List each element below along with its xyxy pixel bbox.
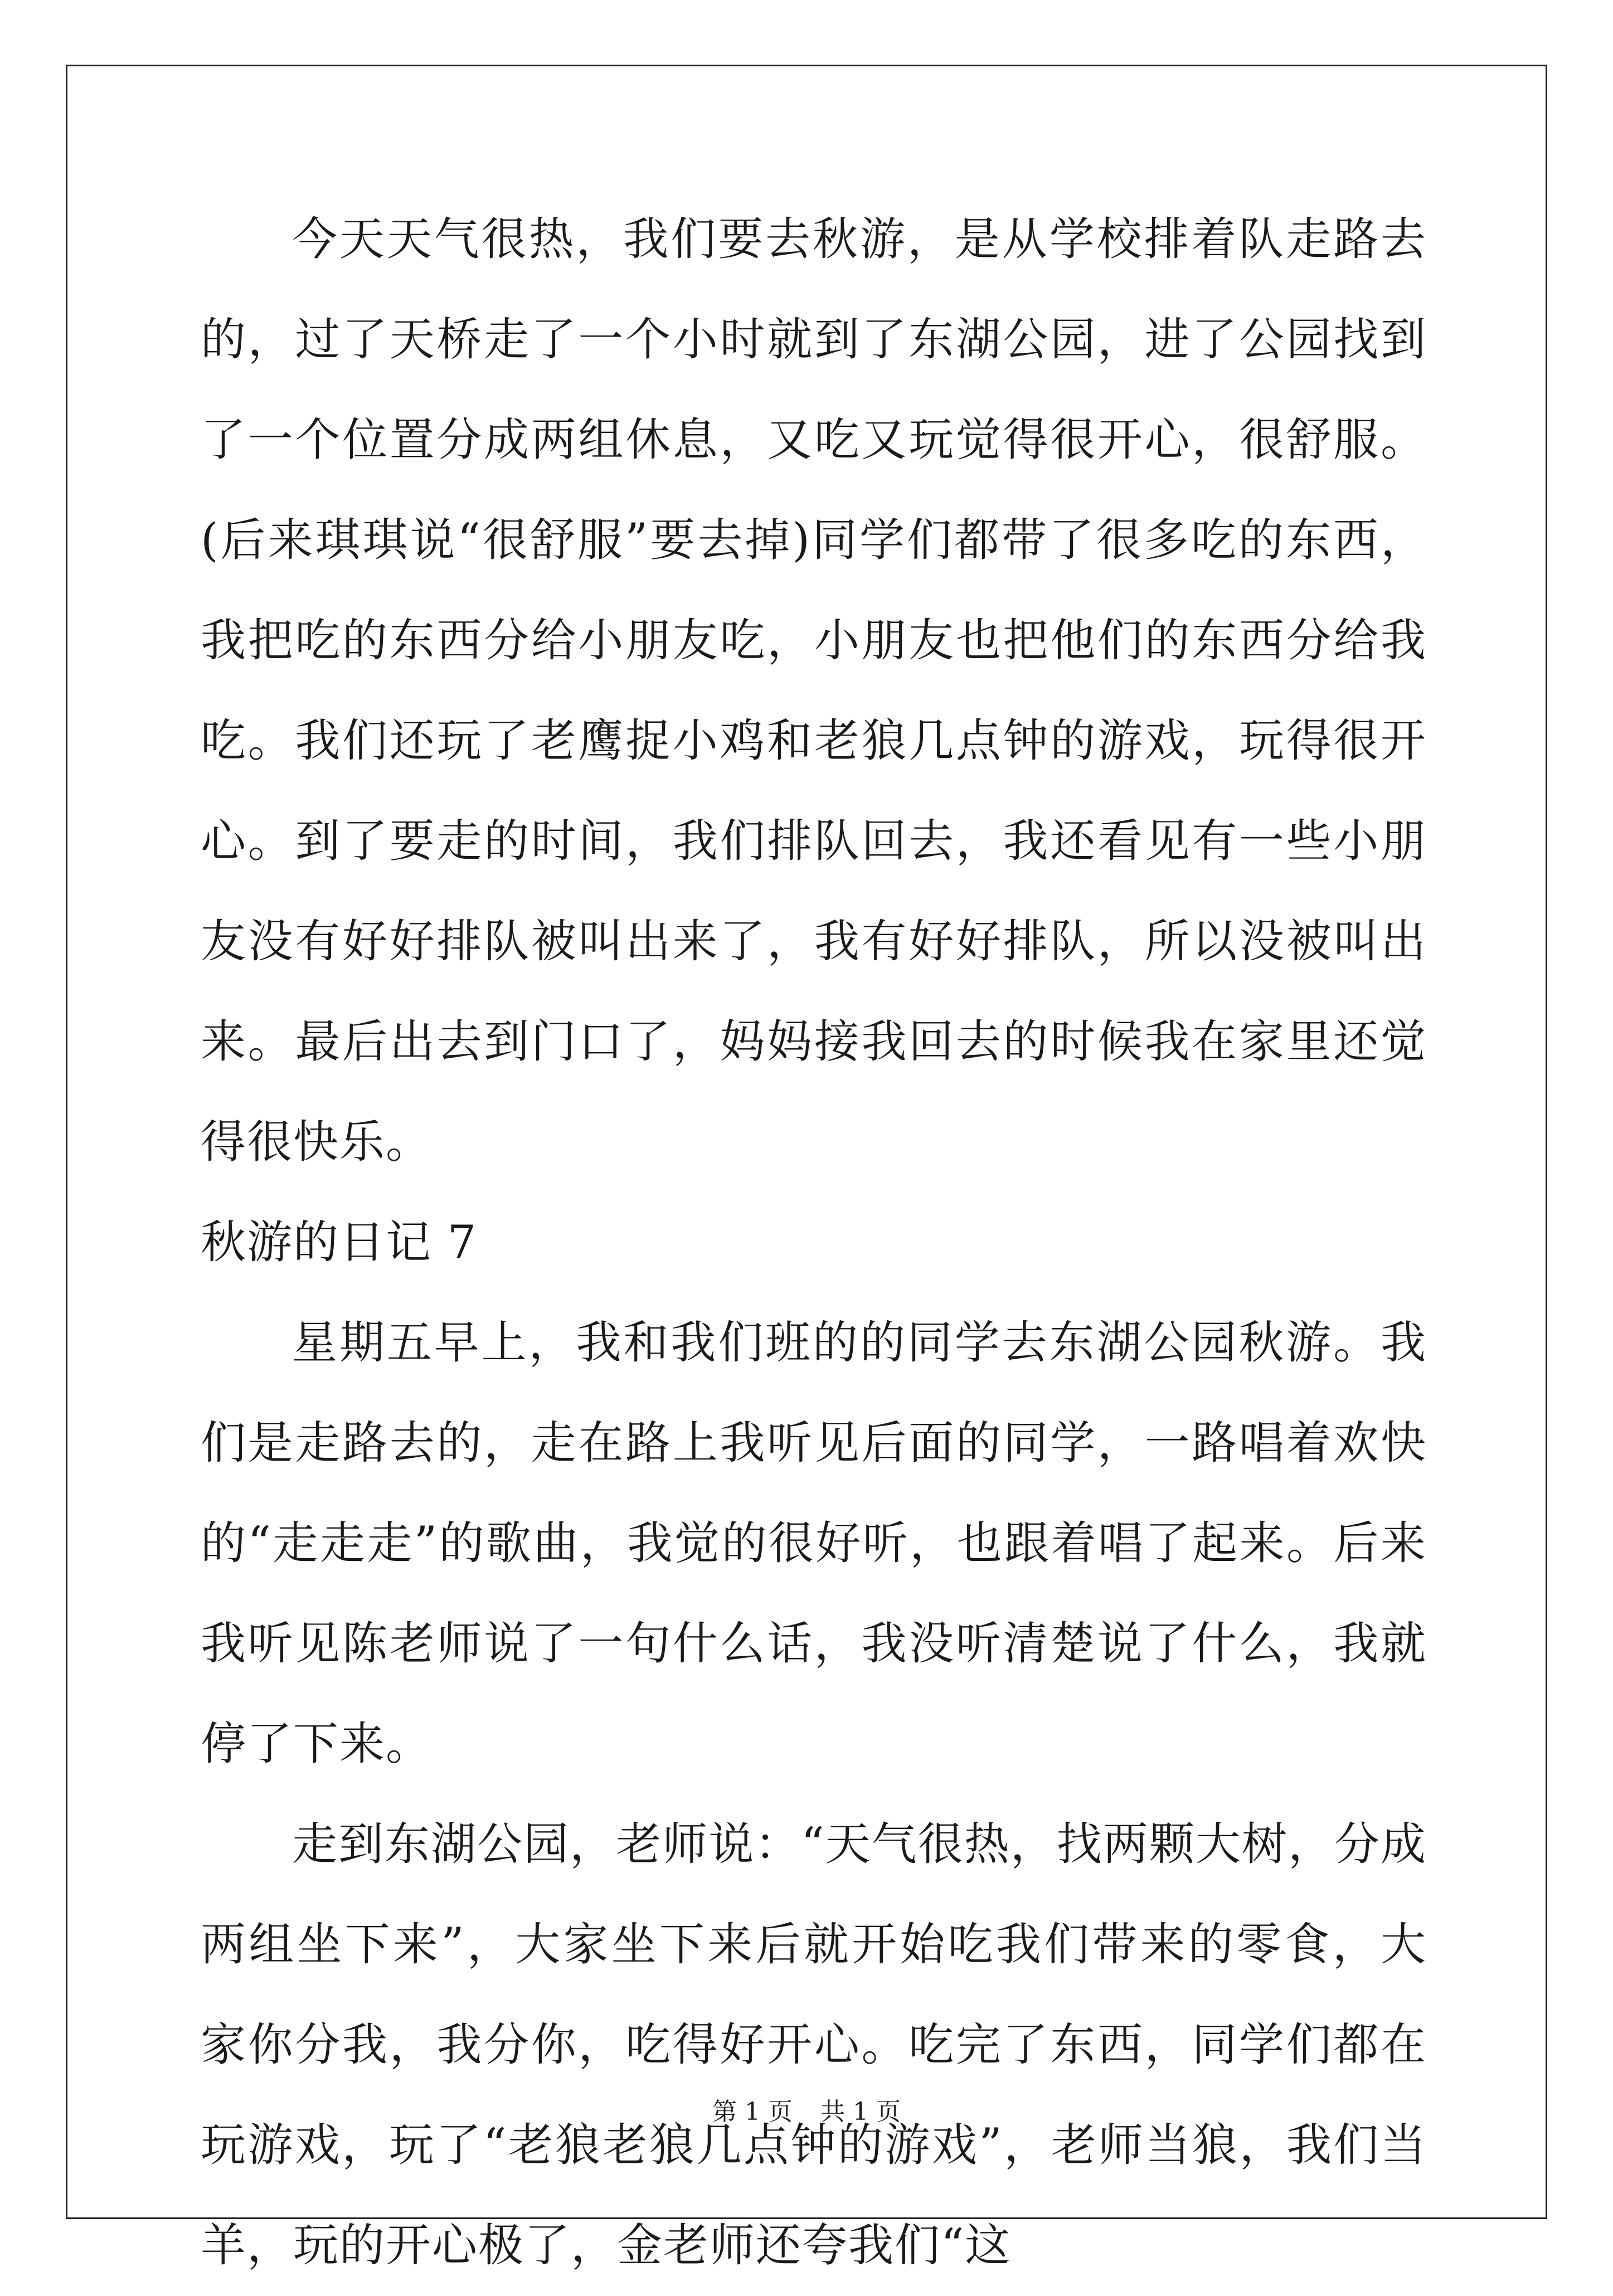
section-heading: 秋游的日记 7	[201, 1217, 478, 1269]
paragraph-3: 走到东湖公园，老师说：“天气很热，找两颗大树，分成两组坐下来”，大家坐下来后就开始吃我们带来的零食，大家你分我，我分你，吃得好开心。吃完了东西，同学们都在玩游戏，玩了“老狼老狼几点钟的游戏”，老师当狼，我们当羊，玩的开心极了，金老师还夸我们“这	[201, 1818, 1427, 2272]
paragraph-2: 星期五早上，我和我们班的的同学去东湖公园秋游。我们是走路去的，走在路上我听见后面的同学，一路唱着欢快的“走走走”的歌曲，我觉的很好听，也跟着唱了起来。后来我听见陈老师说了一句什么话，我没听清楚说了什么，我就停了下来。	[201, 1317, 1427, 1770]
document-body	[201, 189, 1427, 2296]
page-number: 第 1 页	[712, 2098, 793, 2126]
paragraph-1: 今天天气很热，我们要去秋游，是从学校排着队走路去的，过了天桥走了一个小时就到了东湖公园，进了公园找到了一个位置分成两组休息，又吃又玩觉得很开心，很舒服。(后来琪琪说“很舒服”要去掉)同学们都带了很多吃的东西，我把吃的东西分给小朋友吃，小朋友也把他们的东西分给我吃。我们还玩了老鹰捉小鸡和老狼几点钟的游戏，玩得很开心。到了要走的时间，我们排队回去，我还看见有一些小朋友没有好好排队被叫出来了，我有好好排队，所以没被叫出来。最后出去到门口了，妈妈接我回去的时候我在家里还觉得很快乐。	[201, 213, 1427, 1169]
page-footer	[0, 2095, 1613, 2129]
page-total: 共 1 页	[820, 2098, 901, 2126]
